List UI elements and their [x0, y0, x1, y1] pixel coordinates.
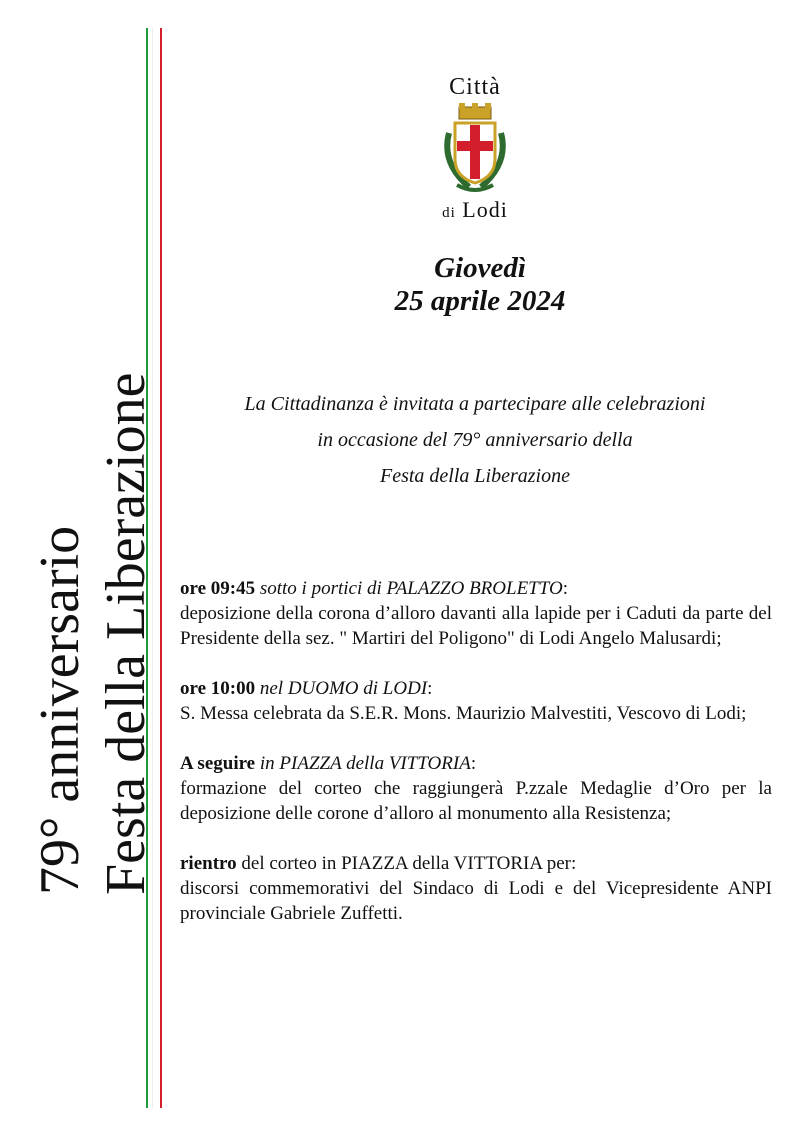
program-place: nel DUOMO di LODI: [259, 678, 428, 699]
invite-line2: in occasione del 79° anniversario della: [317, 429, 633, 451]
program-description: discorsi commemorativi del Sindaco di Lodi e del Vicepresidente ANPI provinciale Gabriele Zuffetti.: [180, 878, 772, 924]
program-suffix: :: [470, 753, 477, 774]
program-place: in PIAZZA della VITTORIA: [259, 753, 471, 774]
logo-bottom-name: Lodi: [462, 197, 508, 222]
program-description: S. Messa celebrata da S.E.R. Mons. Maurizio Malvestiti, Vescovo di Lodi;: [180, 703, 747, 724]
program-item-heading: [180, 751, 772, 776]
logo-top-text: Città: [449, 74, 501, 100]
program-place: sotto i portici di PALAZZO BROLETTO: [259, 578, 563, 599]
program-description: formazione del corteo che raggiungerà P.zzale Medaglie d’Oro per la deposizione delle corone d’alloro al monumento alla Resistenza;: [180, 778, 772, 824]
event-date: [300, 252, 660, 318]
logo-bottom-text: [420, 197, 530, 223]
lodi-coat-of-arms-icon: [439, 103, 511, 195]
invitation-text: [175, 386, 775, 494]
tricolore-red-line: [160, 28, 162, 1108]
program-suffix: :: [427, 678, 433, 699]
program-description: deposizione della corona d’alloro davanti alla lapide per i Caduti da parte del Presidente della sez. " Martiri del Poligono" di Lodi Angelo Malusardi;: [180, 603, 772, 649]
invite-line3: Festa della Liberazione: [380, 465, 570, 487]
logo-bottom-prefix: di: [442, 205, 456, 221]
program-time: ore 09:45: [180, 578, 256, 599]
program-item-heading: [180, 576, 772, 601]
program-item-heading: [180, 676, 772, 701]
program-time: rientro: [180, 853, 237, 874]
program-item: [180, 851, 772, 926]
program-time: A seguire: [180, 753, 256, 774]
vertical-title-line1: 79° anniversario: [29, 525, 91, 895]
program-item-heading: [180, 851, 772, 876]
vertical-title: [10, 235, 160, 895]
program-list: [180, 576, 772, 951]
city-logo: [420, 74, 530, 223]
vertical-title-line2: Festa della Liberazione: [95, 372, 157, 895]
program-item: [180, 576, 772, 651]
invite-line1: La Cittadinanza è invitata a partecipare alle celebrazioni: [244, 393, 706, 415]
program-item: [180, 751, 772, 826]
program-suffix: :: [562, 578, 568, 599]
program-time: ore 10:00: [180, 678, 256, 699]
program-item: [180, 676, 772, 726]
program-suffix: del corteo in PIAZZA della VITTORIA per:: [236, 853, 577, 874]
date-full: 25 aprile 2024: [394, 285, 566, 317]
date-weekday: Giovedì: [434, 252, 526, 284]
